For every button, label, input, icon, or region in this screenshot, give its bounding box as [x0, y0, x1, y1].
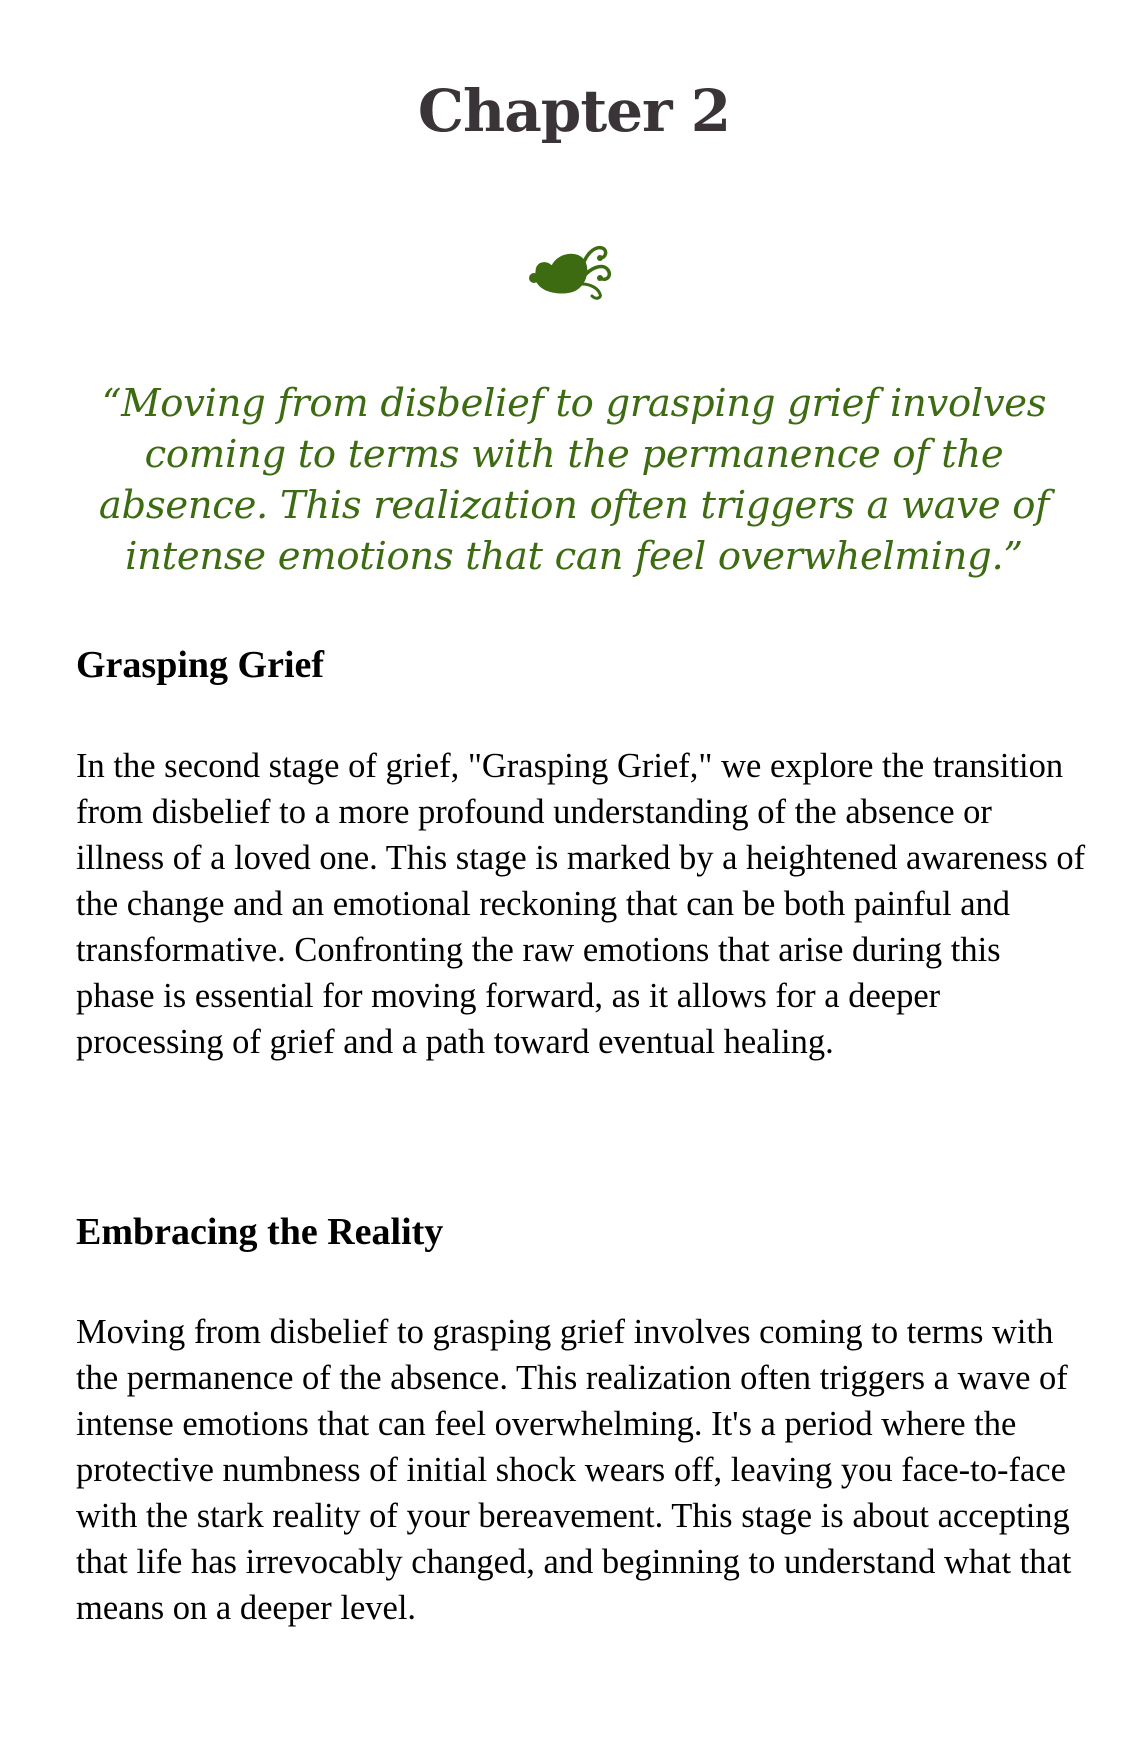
leaf-flourish-icon [526, 238, 622, 300]
section-body-embracing-reality: Moving from disbelief to grasping grief involves coming to terms with the permanence of the absence. This realization often triggers a wave of intense emotions that can feel overwhelming. It's a period where the protective numbness of initial shock wears off, leaving you face-to-face with the stark reality of your bereavement. This stage is about accepting that life has irrevocably changed, and beginning to understand what that means on a deeper level. [76, 1313, 1072, 1627]
chapter-ornament [0, 238, 1148, 305]
chapter-title: Chapter 2 [417, 77, 731, 145]
section-heading-grasping-grief: Grasping Grief [76, 644, 325, 686]
section-body-grasping-grief: In the second stage of grief, "Grasping Grief," we explore the transition from disbelief to a more profound understanding of the absence or illness of a loved one. This stage is marked by a heightened awareness of the change and an emotional reckoning that can be both painful and transformative. Confronting the raw emotions that arise during this phase is essential for moving forward, as it allows for a deeper processing of grief and a path toward eventual healing. [76, 747, 1086, 1061]
section-heading-embracing-reality: Embracing the Reality [76, 1211, 444, 1253]
chapter-epigraph-quote: “Moving from disbelief to grasping grief involves coming to terms with the permanence of the absence. This realization often triggers a wave of intense emotions that can feel overwhelming.” [98, 381, 1050, 579]
